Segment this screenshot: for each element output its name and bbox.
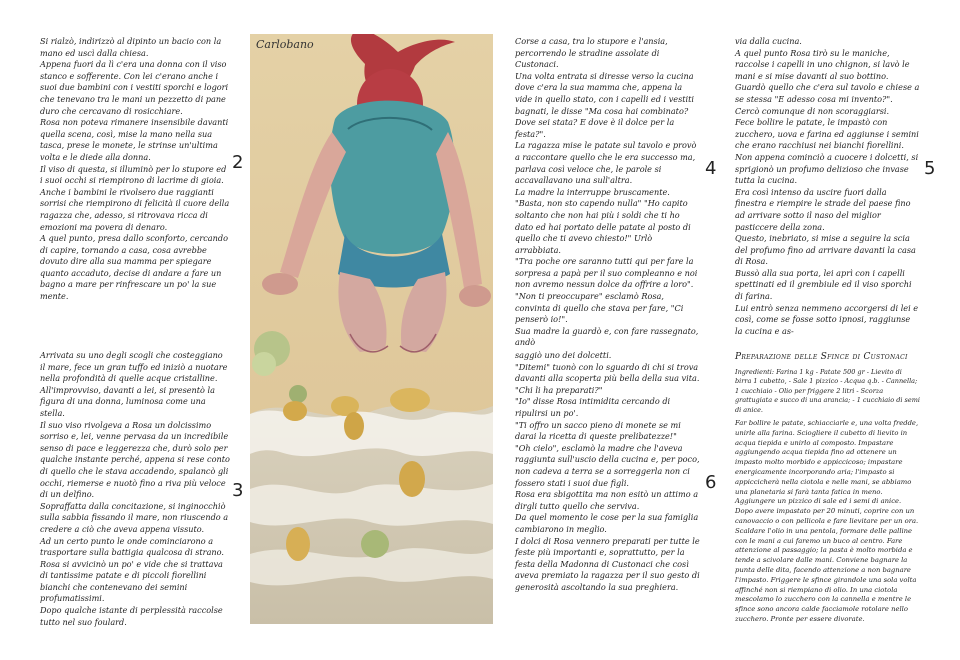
paragraph: Una volta entrata si diresse verso la cucina dove c'era la sua mamma che, appena la vide in quello stato, con i capelli ed i vestiti bagnati, le disse "Ma cosa hai combinato? Dove sei stata? E dove è il dolce per la festa?". bbox=[515, 70, 694, 139]
story-column-4 bbox=[515, 36, 700, 349]
story-column-6 bbox=[515, 350, 700, 593]
paragraph: Fece bollire le patate, le impastò con zucchero, uova e farina ed aggiunse i semini che erano racchiusi nei bianchi fiorellini. bbox=[735, 117, 919, 151]
paragraph: Ad un certo punto le onde cominciarono a trasportare sulla battigia qualcosa di strano. bbox=[40, 535, 224, 558]
section-number-5: 5 bbox=[924, 158, 936, 179]
paragraph: "Ti offro un sacco pieno di monete se mi darai la ricetta di queste prelibatezze!" bbox=[515, 419, 681, 442]
paragraph: Rosa si avvicinò un po' e vide che si trattava di tantissime patate e di piccoli fiorellini bianchi che contenevano dei semini profumatissimi. bbox=[40, 558, 223, 604]
paragraph: Arrivata su uno degli scogli che costeggiano il mare, fece un gran tuffo ed iniziò a nuotare nella profondità di quelle acque cristalline. bbox=[40, 350, 228, 384]
paragraph: "Non ti preoccupare" esclamò Rosa, convinta di quello che stava per fare, "Ci penserò io!". bbox=[515, 291, 684, 325]
story-column-5 bbox=[735, 36, 920, 337]
recipe-title: Preparazione delle Sfince di Custonaci bbox=[735, 352, 908, 362]
paragraph: saggiò uno dei dolcetti. bbox=[515, 350, 612, 360]
paragraph: Sua madre la guardò e, con fare rassegnato, andò bbox=[515, 325, 699, 348]
illustration-drawing bbox=[250, 34, 493, 624]
paragraph: "Ditemi" tuonò con lo sguardo di chi si trova davanti alla scoperta più bella della sua vita. bbox=[515, 361, 700, 384]
paragraph: Bussò alla sua porta, lei aprì con i capelli spettinati ed il grembiule ed il viso sporchi di farina. bbox=[735, 267, 912, 302]
paragraph: La ragazza mise le patate sul tavolo e provò a raccontare quello che le era successo ma, parlava così veloce che, le parole si accavallavano una sull'altra. bbox=[515, 140, 697, 186]
paragraph: La madre la interruppe bruscamente. bbox=[515, 186, 670, 197]
story-column-3 bbox=[40, 350, 230, 628]
paragraph: "Basta, non sto capendo nulla" "Ho capito soltanto che non hai più i soldi che ti ho dato ed hai portato delle patate al posto di quello che ti avevo chiesto!" Urlò arrabbiata. bbox=[515, 198, 691, 255]
paragraph: Sopraffatta dalla concitazione, si inginocchiò sulla sabbia fissando il mare, non riuscendo a credere a ciò che aveva appena vissuto. bbox=[40, 500, 229, 534]
illustration bbox=[250, 34, 493, 624]
paragraph: Da quel momento le cose per la sua famiglia cambiarono in meglio. bbox=[515, 512, 699, 534]
paragraph: Rosa non poteva rimanere insensibile davanti quella scena, così, mise la mano nella sua tasca, prese le monete, le strinse un'ultima volta e le diede alla donna. bbox=[40, 117, 229, 162]
paragraph: Non appena cominciò a cuocere i dolcetti, si sprigionò un profumo delizioso che invase tutta la cucina. bbox=[735, 151, 919, 186]
paragraph: Cercò comunque di non scoraggiarsi. bbox=[735, 105, 890, 116]
paragraph: A quel punto, presa dallo sconforto, cercando di capire, tornando a casa, cosa avrebbe dovuto dire alla sua mamma per spiegare quanto accaduto, decise di andare a fare un bagno a mare per rinfrescare un po' la sue mente. bbox=[40, 233, 228, 302]
recipe-box bbox=[735, 352, 920, 625]
paragraph: Guardò quello che c'era sul tavolo e chiese a se stessa "E adesso cosa mi invento?". bbox=[735, 82, 920, 104]
paragraph: Questo, inebriato, si mise a seguire la scia del profumo fino ad arrivare davanti la casa di Rosa. bbox=[735, 233, 916, 267]
paragraph: Lui entrò senza nemmeno accorgersi di lei e così, come se fosse sotto ipnosi, raggiunse la cucina e as- bbox=[735, 302, 919, 336]
artist-signature: Carlobano bbox=[256, 38, 314, 51]
paragraph: All'improvviso, davanti a lei, si presentò la figura di una donna, luminosa come una stella. bbox=[40, 384, 215, 418]
recipe-instructions: Far bollire le patate, schiacciarle e, una volta fredde, unirle alla farina. Sciogliere il cubetto di lievito in acqua tiepida e unirlo al composto. Impastare aggiungendo acqua tiepida fino ad ottenere un impasto molto morbido e appiccicoso; impastare energicamente incorporando aria; l'impasto si appiccicherà nella ciotola e nelle mani, se abbiamo una planetaria si farà tanta fatica in meno. Aggiungere un pizzico di sale ed i semi di anice. Dopo avere impastato per 20 minuti, coprire con un canovaccio o con pellicola e fare lievitare per un ora. Scaldare l'olio in una pentola, formare delle palline con le mani a cui faremo un buco al centro. Fare attenzione al passaggio; la pasta è molto morbida e tende a scivolare dalle mani. Conviene bagnare la punta delle dita, facendo attenzione a non bagnare l'impasto. Friggere le sfince girandole una sola volta affinché non si riempiano di olio. In una ciotola mescolamo lo zucchero con la cannella e mentre le sfince sono ancora calde facciamole rotolare nello zucchero. Pronte per essere divorate. bbox=[735, 419, 919, 624]
section-number-4: 4 bbox=[705, 158, 717, 179]
paragraph: Il suo viso rivolgeva a Rosa un dolcissimo sorriso e, lei, venne pervasa da un incredibile senso di pace e leggerezza che, durò solo per qualche instante perché, appena si rese conto di quello che le stava accadendo, spalancò gli occhi, riemerse e nuotò fino a riva più veloce di un delfino. bbox=[40, 419, 230, 500]
paragraph: Dopo qualche istante di perplessità raccolse tutto nel suo foulard. bbox=[40, 605, 223, 627]
paragraph: "Tra poche ore saranno tutti qui per fare la sorpresa a papà per il suo compleanno e noi non avremo nessun dolce da offrire a loro". bbox=[515, 256, 698, 290]
paragraph: "Chi li ha preparati?" bbox=[515, 384, 603, 395]
section-number-2: 2 bbox=[232, 152, 244, 173]
paragraph: Corse a casa, tra lo stupore e l'ansia, percorrendo le stradine assolate di Custonaci. bbox=[515, 36, 668, 70]
section-number-3: 3 bbox=[232, 480, 244, 501]
paragraph: Rosa era sbigottita ma non esitò un attimo a dirgli tutto quello che serviva. bbox=[515, 489, 699, 511]
section-number-6: 6 bbox=[705, 472, 717, 493]
recipe-ingredients: Ingredienti: Farina 1 kg - Patate 500 gr - Lievito di birra 1 cubetto, - Sale 1 pizzico - Acqua q.b. - Cannella; 1 cucchiaio - Olio per friggere 2 litri - Scorza grattugiata e succo di una arancia; - 1 cucchiaio di semi di anice. bbox=[735, 367, 920, 414]
paragraph: A quel punto Rosa tirò su le maniche, raccolse i capelli in uno chignon, si lavò le mani e si mise davanti al suo bottino. bbox=[735, 47, 910, 81]
paragraph: Si rialzò, indirizzò al dipinto un bacio con la mano ed uscì dalla chiesa. bbox=[40, 36, 222, 58]
paragraph: I dolci di Rosa vennero preparati per tutte le feste più importanti e, soprattutto, per la festa della Madonna di Custonaci che così aveva premiato la ragazza per il suo gesto di generosità ascoltando la sua preghiera. bbox=[515, 535, 700, 592]
story-column-2 bbox=[40, 36, 230, 303]
paragraph: "Io" disse Rosa intimidita cercando di ripulirsi un po'. bbox=[515, 396, 671, 418]
paragraph: via dalla cucina. bbox=[735, 36, 802, 46]
paragraph: "Oh cielo", esclamò la madre che l'aveva raggiunta sull'uscio della cucina e, per poco, non cadeva a terra se a sorreggerla non ci fossero stati i suoi due figli. bbox=[515, 442, 700, 488]
paragraph: Appena fuori da lì c'era una donna con il viso stanco e sofferente. Con lei c'erano anche i suoi due bambini con i vestiti sporchi e logori che tenevano tra le mani un pezzetto di pane duro che cercavano di rosicchiare. bbox=[40, 59, 229, 116]
paragraph: Era così intenso da uscire fuori dalla finestra e riempire le strade del paese fino ad arrivare sotto il naso del miglior pasticcere della zona. bbox=[735, 186, 911, 232]
paragraph: Il viso di questa, si illuminò per lo stupore ed i suoi occhi si riempirono di lacrime di gioia. Anche i bambini le rivolsero due raggianti sorrisi che riempirono di felicità il cuore della ragazza che, adesso, si ritrovava ricca di emozioni ma povera di denaro. bbox=[40, 163, 230, 232]
